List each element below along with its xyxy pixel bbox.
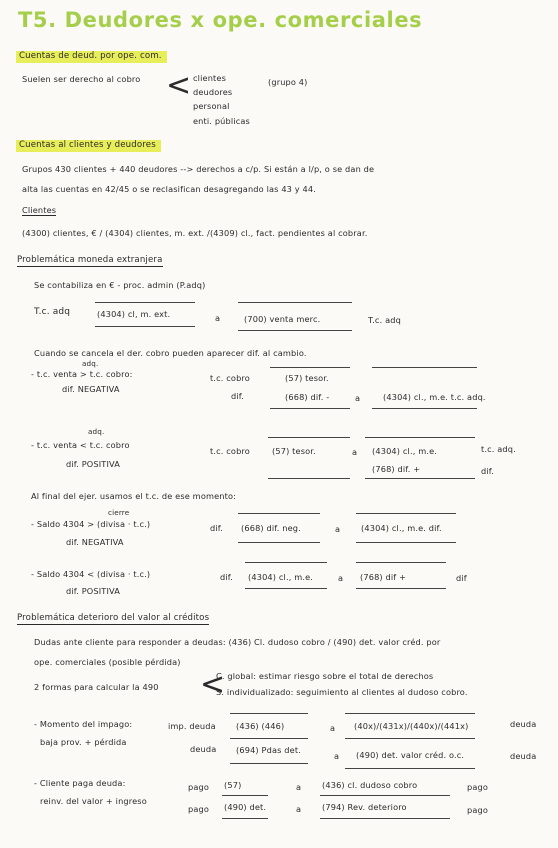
- section-heading-deterioro: Problemática deterioro del valor al créditos: [17, 613, 210, 623]
- entry-right: deuda: [510, 751, 537, 761]
- entry-label: dif.: [231, 391, 244, 401]
- entry-a: a: [296, 804, 302, 814]
- entry-right: dif.: [481, 466, 494, 476]
- entry-a: a: [355, 393, 361, 403]
- case-label: - Saldo 4304 < (divisa · t.c.): [31, 569, 151, 579]
- note: cierre: [108, 508, 130, 517]
- list-item: personal: [193, 101, 230, 111]
- paragraph: Cuando se cancela el der. cobro pueden aparecer dif. al cambio.: [34, 348, 307, 358]
- entry-label: dif.: [220, 572, 233, 582]
- note: adq.: [82, 359, 99, 368]
- entry-label: pago: [188, 804, 210, 814]
- paragraph: Al final del ejer. usamos el t.c. de ese momento:: [31, 491, 237, 501]
- entry-a: a: [334, 751, 340, 761]
- section-heading-moneda: Problemática moneda extranjera: [17, 255, 163, 265]
- entry-credit: (768) dif +: [360, 572, 407, 582]
- entry-a: a: [215, 313, 221, 323]
- entry-credit: (490) det. valor créd. o.c.: [356, 750, 465, 760]
- entry-label: t.c. cobro: [210, 373, 250, 383]
- entry-credit: (436) cl. dudoso cobro: [322, 780, 418, 790]
- entry-debit: (4304) cl., m.e.: [248, 572, 314, 582]
- case-diff: dif. POSITIVA: [66, 586, 120, 596]
- paragraph: (4300) clientes, € / (4304) clientes, m. ext. /(4309) cl., fact. pendientes al cobrar.: [22, 228, 368, 238]
- paragraph: alta las cuentas en 42/45 o se reclasifican desagregando las 43 y 44.: [22, 184, 317, 194]
- case-label: - Cliente paga deuda:: [34, 778, 126, 788]
- entry-debit: (57) tesor.: [285, 373, 329, 383]
- case-label: - t.c. venta < t.c. cobro: [31, 440, 130, 450]
- case-diff: dif. POSITIVA: [66, 459, 120, 469]
- case-sub: baja prov. + pérdida: [40, 737, 127, 747]
- entry-a: a: [330, 723, 336, 733]
- group-note: (grupo 4): [268, 77, 308, 87]
- section-heading-deudas: Cuentas de deud. por ope. com.: [16, 51, 167, 63]
- paragraph: ope. comerciales (posible pérdida): [34, 657, 181, 667]
- entry-label: imp. deuda: [168, 721, 216, 731]
- case-label: - t.c. venta > t.c. cobro:: [31, 369, 133, 379]
- paragraph: Se contabiliza en € - proc. admin (P.adq): [34, 280, 206, 290]
- brace-icon: <: [200, 667, 226, 702]
- entry-debit: (57): [224, 780, 242, 790]
- entry-label: dif.: [210, 523, 223, 533]
- case-label: - Saldo 4304 > (divisa · t.c.): [31, 519, 151, 529]
- entry-right: T.c. adq: [368, 315, 401, 325]
- paragraph: Dudas ante cliente para responder a deudas: (436) Cl. dudoso cobro / (490) det. valor créd. por: [34, 637, 441, 647]
- entry-credit: (794) Rev. deterioro: [322, 802, 407, 812]
- entry-credit: (4304) cl., m.e.: [372, 446, 438, 456]
- entry-label: deuda: [190, 744, 217, 754]
- entry-debit: (668) dif. -: [285, 392, 330, 402]
- section-heading-clientes: Cuentas al clientes y deudores: [16, 140, 161, 152]
- entry-debit: (490) det.: [224, 802, 267, 812]
- entry-right: deuda: [510, 719, 537, 729]
- entry-right: dif: [456, 573, 467, 583]
- entry-right: pago: [467, 782, 489, 792]
- forms-label: 2 formas para calcular la 490: [34, 682, 159, 692]
- entry-right: pago: [467, 805, 489, 815]
- entry-credit: (4304) cl., m.e. t.c. adq.: [383, 392, 486, 402]
- case-diff: dif. NEGATIVA: [66, 537, 124, 547]
- entry-credit: (700) venta merc.: [244, 314, 321, 324]
- entry-a: a: [338, 573, 344, 583]
- form-item: S. individualizado: seguimiento al clientes al dudoso cobro.: [216, 687, 468, 697]
- entry-debit: (4304) cl, m. ext.: [97, 309, 171, 319]
- entry-debit: (668) dif. neg.: [241, 523, 301, 533]
- entry-credit: (40x)/(431x)/(440x)/(441x): [354, 721, 469, 731]
- list-item: deudores: [193, 87, 233, 97]
- page-title: T5. Deudores x ope. comerciales: [18, 8, 423, 32]
- entry-debit: (436) (446): [236, 721, 285, 731]
- list-item: enti. públicas: [193, 116, 250, 126]
- brace-icon: <: [166, 68, 192, 103]
- form-item: C. global: estimar riesgo sobre el total de derechos: [216, 671, 434, 681]
- paragraph: Grupos 430 clientes + 440 deudores --> derechos a c/p. Si están a l/p, o se dan de: [22, 164, 375, 174]
- tc-label: T.c. adq: [34, 307, 71, 317]
- subheading: Clientes: [22, 205, 57, 215]
- entry-label: t.c. cobro: [210, 446, 250, 456]
- entry-a: a: [296, 782, 302, 792]
- case-label: - Momento del impago:: [34, 719, 133, 729]
- entry-credit: (4304) cl., m.e. dif.: [361, 523, 442, 533]
- entry-debit: (694) Pdas det.: [236, 745, 301, 755]
- note: adq.: [88, 427, 105, 436]
- entry-credit: (768) dif. +: [372, 464, 421, 474]
- case-sub: reinv. del valor + ingreso: [40, 796, 147, 806]
- list-item: clientes: [193, 73, 226, 83]
- entry-debit: (57) tesor.: [272, 446, 316, 456]
- entry-right: t.c. adq.: [481, 444, 516, 454]
- entry-a: a: [335, 524, 341, 534]
- entry-a: a: [352, 447, 358, 457]
- entry-label: pago: [188, 782, 210, 792]
- intro-text: Suelen ser derecho al cobro: [22, 74, 141, 84]
- case-diff: dif. NEGATIVA: [62, 384, 120, 394]
